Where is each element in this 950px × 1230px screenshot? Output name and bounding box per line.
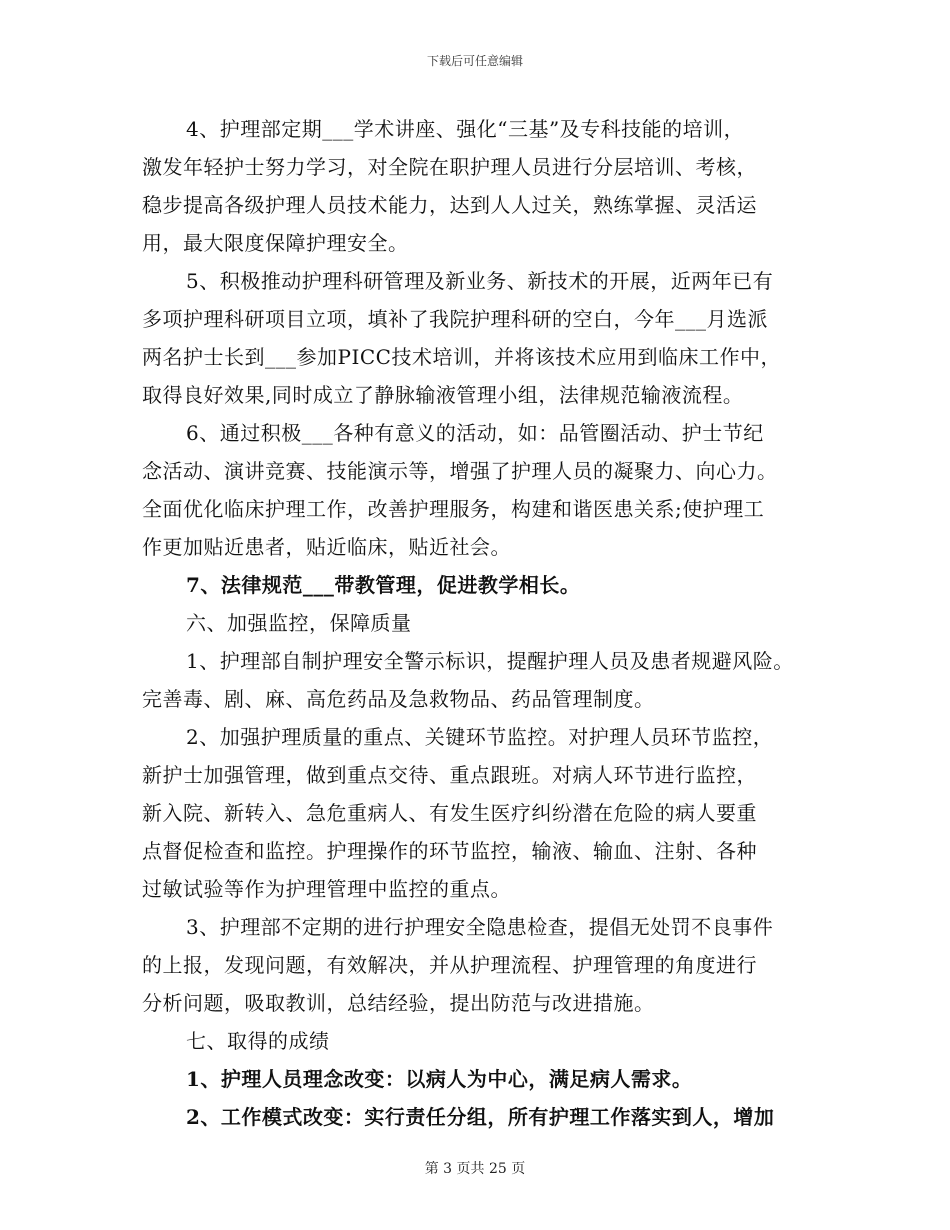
- section-heading: [142, 604, 842, 642]
- text-line: 2、加强护理质量的重点、关键环节监控。对护理人员环节监控，: [186, 725, 774, 749]
- text-line: 新入院、新转入、急危重病人、有发生医疗纠纷潜在危险的病人要重: [142, 801, 757, 825]
- text-line: 1、护理人员理念改变：以病人为中心，满足病人需求。: [186, 1067, 693, 1091]
- text-line: 分析问题，吸取教训，总结经验，提出防范与改进措施。: [142, 991, 655, 1015]
- text-line: 念活动、演讲竞赛、技能演示等，增强了护理人员的凝聚力、向心力。: [142, 459, 778, 483]
- paragraph-bold: [142, 566, 842, 604]
- paragraph: [142, 414, 842, 566]
- text-line: 3、护理部不定期的进行护理安全隐患检查，提倡无处罚不良事件: [186, 915, 774, 939]
- document-body: [142, 110, 842, 1136]
- text-line: 两名护士长到___参加PICC技术培训，并将该技术应用到临床工作中，: [142, 345, 781, 369]
- paragraph: [142, 718, 842, 908]
- text-line: 2、工作模式改变：实行责任分组，所有护理工作落实到人，增加: [186, 1105, 775, 1129]
- paragraph-bold: [142, 1060, 842, 1098]
- heading-text: 六、加强监控，保障质量: [186, 611, 412, 635]
- paragraph: [142, 642, 842, 718]
- page-footer: 第 3 页共 25 页: [424, 1161, 526, 1177]
- text-line: 点督促检查和监控。护理操作的环节监控，输液、输血、注射、各种: [142, 839, 757, 863]
- text-line: 7、法律规范___带教管理，促进教学相长。: [186, 573, 581, 597]
- paragraph: [142, 110, 842, 262]
- text-line: 4、护理部定期___学术讲座、强化“三基”及专科技能的培训，: [186, 117, 745, 141]
- text-line: 激发年轻护士努力学习，对全院在职护理人员进行分层培训、考核，: [142, 155, 757, 179]
- text-line: 稳步提高各级护理人员技术能力，达到人人过关，熟练掌握、灵活运: [142, 193, 757, 217]
- text-line: 的上报，发现问题，有效解决，并从护理流程、护理管理的角度进行: [142, 953, 757, 977]
- text-line: 新护士加强管理，做到重点交待、重点跟班。对病人环节进行监控，: [142, 763, 757, 787]
- page-header: 下载后可任意编辑: [426, 54, 523, 68]
- text-line: 取得良好效果,同时成立了静脉输液管理小组，法律规范输液流程。: [142, 383, 744, 407]
- text-line: 多项护理科研项目立项，填补了我院护理科研的空白，今年___月选派: [142, 307, 768, 331]
- text-line: 用，最大限度保障护理安全。: [142, 231, 409, 255]
- text-line: 作更加贴近患者，贴近临床，贴近社会。: [142, 535, 511, 559]
- text-line: 全面优化临床护理工作，改善护理服务，构建和谐医患关系;使护理工: [142, 497, 765, 521]
- paragraph: [142, 908, 842, 1022]
- section-heading: [142, 1022, 842, 1060]
- heading-text: 七、取得的成绩: [186, 1029, 330, 1053]
- text-line: 6、通过积极___各种有意义的活动，如：品管圈活动、护士节纪: [186, 421, 764, 445]
- text-line: 5、积极推动护理科研管理及新业务、新技术的开展，近两年已有: [186, 269, 774, 293]
- paragraph: [142, 262, 842, 414]
- text-line: 过敏试验等作为护理管理中监控的重点。: [142, 877, 511, 901]
- paragraph-bold: [142, 1098, 842, 1136]
- text-line: 完善毒、剧、麻、高危药品及急救物品、药品管理制度。: [142, 687, 655, 711]
- text-line: 1、护理部自制护理安全警示标识，提醒护理人员及患者规避风险。: [186, 649, 794, 673]
